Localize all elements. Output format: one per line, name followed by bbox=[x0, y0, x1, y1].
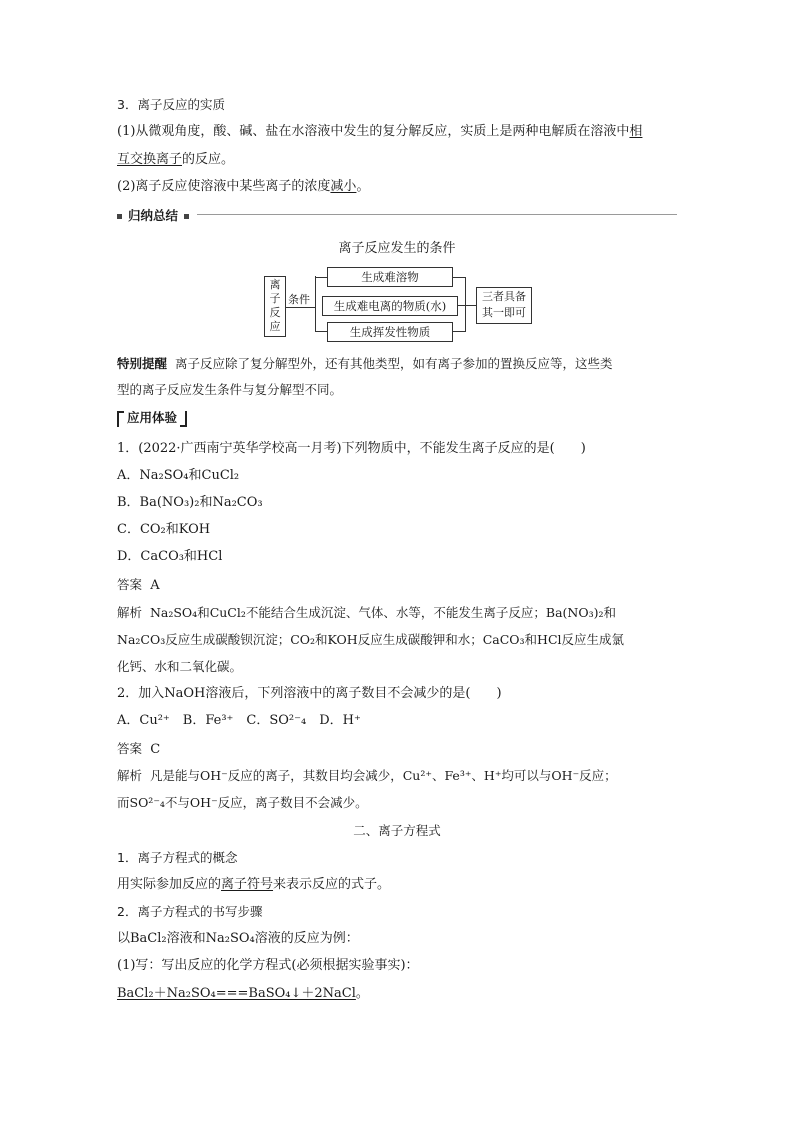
para-2-text-c: 。 bbox=[356, 179, 370, 194]
left-box-char: 子 bbox=[269, 292, 281, 305]
bracket-right-icon bbox=[180, 411, 187, 427]
answer-value: A bbox=[150, 578, 160, 593]
q1-option-a: A．Na₂SO₄和CuCl₂ bbox=[117, 468, 240, 483]
right-box-line: 三者具备 bbox=[482, 290, 526, 303]
q2-answer bbox=[117, 740, 160, 759]
section-3-para-1-cont bbox=[117, 151, 234, 169]
q2-options: A．Cu²⁺ B．Fe³⁺ C．SO²⁻₄ D．H⁺ bbox=[117, 713, 361, 728]
apply-section-title bbox=[117, 408, 187, 427]
concept-underline: 离子符号 bbox=[221, 877, 274, 892]
explanation-text: 凡是能与OH⁻反应的离子，其数目均会减少，Cu²⁺、Fe³⁺、H⁺均可以与OH⁻反应； bbox=[149, 768, 617, 783]
tip-label: 特别提醒 bbox=[117, 356, 168, 371]
left-box bbox=[264, 276, 286, 337]
q1-stem: 1．(2022·广西南宁英华学校高一月考)下列物质中，不能发生离子反应的是( ) bbox=[117, 441, 586, 456]
bracket-left-icon bbox=[117, 411, 124, 427]
part-2-subtitle-1: 1．离子方程式的概念 bbox=[117, 850, 238, 865]
part-2-equation bbox=[117, 985, 369, 1003]
summary-label: 归纳总结 bbox=[128, 208, 179, 223]
para-2-underline: 减小 bbox=[330, 179, 357, 194]
section-3-title: 3．离子反应的实质 bbox=[117, 97, 225, 112]
para-1-text-a: (1)从微观角度，酸、碱、盐在水溶液中发生的复分解反应，实质上是两种电解质在溶液中 bbox=[117, 124, 630, 139]
condition-box-2: 生成难电离的物质(水) bbox=[322, 296, 458, 316]
square-bullet-icon bbox=[184, 214, 189, 219]
right-box-line: 其一即可 bbox=[482, 306, 526, 319]
connector-line bbox=[452, 277, 465, 278]
left-box-char: 反 bbox=[269, 306, 281, 319]
q2-explanation-1 bbox=[117, 767, 617, 785]
q1-explanation-1 bbox=[117, 604, 616, 622]
q1-explanation-2: Na₂CO₃反应生成碳酸钡沉淀；CO₂和KOH反应生成碳酸钾和水；CaCO₃和HCl反应生成氯 bbox=[117, 632, 625, 647]
left-box-char: 离 bbox=[269, 278, 281, 291]
q2-stem: 2．加入NaOH溶液后，下列溶液中的离子数目不会减少的是( ) bbox=[117, 686, 502, 701]
part-2-step-1: (1)写：写出反应的化学方程式(必须根据实验事实)： bbox=[117, 958, 419, 973]
concept-text-c: 来表示反应的式子。 bbox=[273, 877, 391, 892]
tip-text-1: 离子反应除了复分解型外，还有其他类型，如有离子参加的置换反应等，这些类 bbox=[174, 356, 613, 371]
left-box-char: 应 bbox=[269, 320, 281, 333]
tip-line-1 bbox=[117, 355, 612, 373]
right-box bbox=[476, 287, 532, 324]
answer-label: 答案 bbox=[117, 577, 143, 592]
part-2-subtitle-2: 2．离子方程式的书写步骤 bbox=[117, 904, 263, 919]
diagram-title: 离子反应发生的条件 bbox=[338, 241, 456, 256]
connector-line bbox=[315, 277, 327, 278]
explanation-label: 解析 bbox=[117, 768, 143, 783]
para-1-text-d: 的反应。 bbox=[182, 152, 235, 167]
part-2-intro: 以BaCl₂溶液和Na₂SO₄溶液的反应为例： bbox=[117, 931, 359, 946]
condition-label: 条件 bbox=[288, 293, 310, 306]
concept-text-a: 用实际参加反应的 bbox=[117, 877, 222, 892]
square-bullet-icon bbox=[117, 214, 122, 219]
condition-box-3: 生成挥发性物质 bbox=[327, 322, 453, 342]
q1-option-d: D．CaCO₃和HCl bbox=[117, 549, 223, 564]
apply-title-text: 应用体验 bbox=[127, 410, 178, 425]
divider-line bbox=[197, 214, 677, 215]
bracket-line-left bbox=[315, 276, 316, 331]
section-3-para-1 bbox=[117, 123, 642, 141]
connector-line bbox=[285, 307, 315, 308]
connector-line bbox=[315, 331, 327, 332]
q1-explanation-3: 化钙、水和二氧化碳。 bbox=[117, 659, 243, 674]
equation-end: 。 bbox=[355, 986, 369, 1001]
tip-line-2: 型的离子反应发生条件与复分解型不同。 bbox=[117, 382, 343, 397]
q1-option-c: C．CO₂和KOH bbox=[117, 522, 211, 537]
connector-line bbox=[452, 331, 465, 332]
connector-line bbox=[465, 305, 476, 306]
q2-explanation-2: 而SO²⁻₄不与OH⁻反应，离子数目不会减少。 bbox=[117, 795, 368, 810]
para-2-text-a: (2)离子反应使溶液中某些离子的浓度 bbox=[117, 179, 331, 194]
equation-text: BaCl₂＋Na₂SO₄===BaSO₄↓＋2NaCl bbox=[117, 986, 356, 1001]
explanation-label: 解析 bbox=[117, 605, 143, 620]
q1-option-b: B．Ba(NO₃)₂和Na₂CO₃ bbox=[117, 495, 263, 510]
para-1-underline-a: 相 bbox=[629, 124, 643, 139]
part-2-title: 二、离子方程式 bbox=[353, 823, 441, 838]
answer-value: C bbox=[150, 742, 161, 757]
q1-answer bbox=[117, 576, 160, 595]
condition-box-1: 生成难溶物 bbox=[327, 267, 453, 287]
para-1-underline-b: 互交换离子 bbox=[117, 152, 183, 167]
explanation-text: Na₂SO₄和CuCl₂不能结合生成沉淀、气体、水等，不能发生离子反应；Ba(NO₃)₂和 bbox=[149, 605, 616, 620]
connector-line bbox=[457, 305, 465, 306]
part-2-concept bbox=[117, 876, 390, 894]
section-3-para-2 bbox=[117, 178, 369, 196]
summary-header bbox=[117, 206, 677, 224]
answer-label: 答案 bbox=[117, 741, 143, 756]
